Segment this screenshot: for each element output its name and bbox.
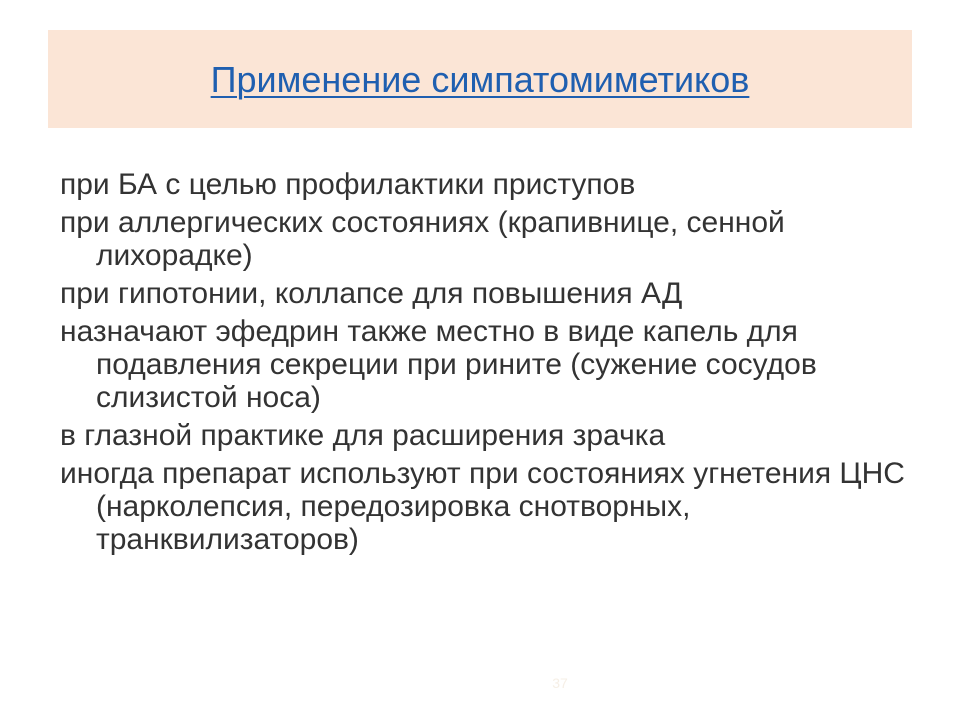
list-item: назначают эфедрин также местно в виде капель для подавления секреции при рините (сужение сосудов слизистой носа) bbox=[60, 315, 817, 414]
title-band bbox=[48, 30, 912, 128]
bullet-list bbox=[60, 168, 920, 561]
list-item: иногда препарат используют при состояниях угнетения ЦНС (нарколепсия, передозировка снотворных, транквилизаторов) bbox=[60, 457, 905, 556]
list-item: в глазной практике для расширения зрачка bbox=[60, 419, 666, 452]
slide-number: 37 bbox=[552, 675, 568, 691]
list-item: при гипотонии, коллапсе для повышения АД bbox=[60, 277, 683, 310]
list-item: при аллергических состояниях (крапивнице, сенной лихорадке) bbox=[60, 206, 785, 272]
list-item: при БА с целью профилактики приступов bbox=[60, 168, 636, 201]
slide-title: Применение симпатомиметиков bbox=[210, 59, 750, 100]
